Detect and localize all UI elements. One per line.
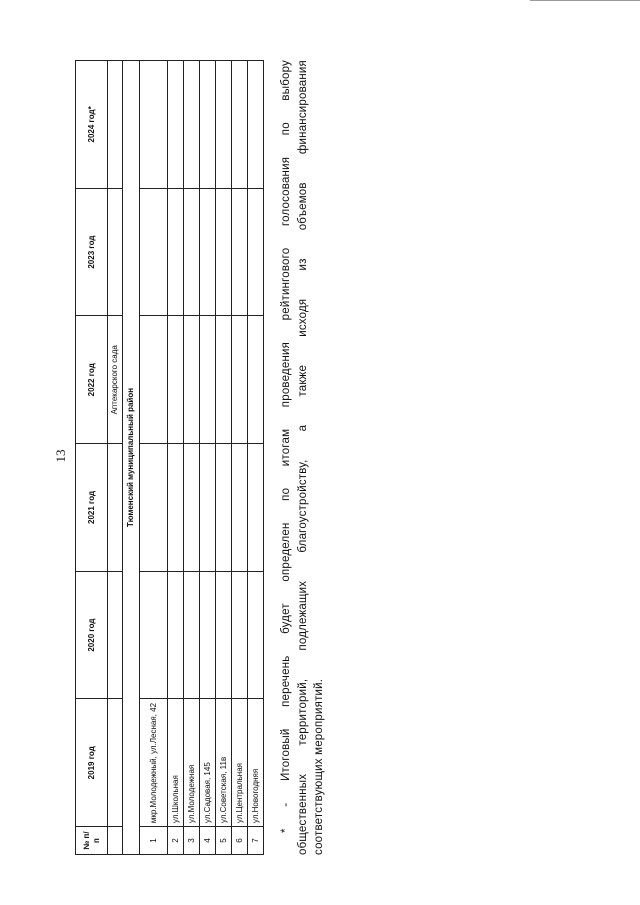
row-number: 6 xyxy=(232,827,248,855)
apothecary-garden-note: Аптекарского сада xyxy=(108,316,123,444)
row-number: 4 xyxy=(200,827,216,855)
page-number: 13 xyxy=(53,449,68,463)
table-row xyxy=(216,61,232,855)
header-2023: 2023 год xyxy=(76,188,108,316)
header-2020: 2020 год xyxy=(76,571,108,699)
header-2024: 2024 год* xyxy=(76,61,108,189)
row-address: ул.Советская, 11в xyxy=(216,699,232,827)
table-row xyxy=(168,61,184,855)
row-address: ул.Новогодняя xyxy=(248,699,264,827)
row-number: 7 xyxy=(248,827,264,855)
table-row xyxy=(232,61,248,855)
row-address: мкр.Молодежный, ул.Лесная, 42 xyxy=(140,699,168,827)
rotated-content xyxy=(75,50,335,855)
region-name: Тюменский муниципальный район xyxy=(123,61,140,855)
footnote-line-1: * - Итоговый перечень будет определен по итогам проведения рейтингового голосования по выбору xyxy=(280,60,292,833)
region-row xyxy=(123,61,140,855)
row-number: 1 xyxy=(140,827,168,855)
row-number: 3 xyxy=(184,827,200,855)
header-2021: 2021 год xyxy=(76,444,108,572)
footnote-line-2: общественных территорий, подлежащих благоустройству, а также исходя из объемов финансирования xyxy=(296,60,309,855)
table-row xyxy=(248,61,264,855)
row-address: ул.Садовая, 145 xyxy=(200,699,216,827)
row-number: 5 xyxy=(216,827,232,855)
program-table xyxy=(75,60,264,855)
table-header-row xyxy=(76,61,108,855)
row-address: ул.Школьная xyxy=(168,699,184,827)
header-2019: 2019 год xyxy=(76,699,108,827)
table-row xyxy=(200,61,216,855)
row-number: 2 xyxy=(168,827,184,855)
table-row xyxy=(140,61,168,855)
header-2022: 2022 год xyxy=(76,316,108,444)
footnote-line-3: соответствующих мероприятий. xyxy=(313,678,326,855)
header-number: № п/п xyxy=(76,827,108,855)
footnote xyxy=(278,60,328,855)
table-row xyxy=(184,61,200,855)
table-row xyxy=(108,61,123,855)
row-address: ул.Центральная xyxy=(232,699,248,827)
top-edge-line xyxy=(530,0,640,1)
row-address: ул.Молодежная xyxy=(184,699,200,827)
